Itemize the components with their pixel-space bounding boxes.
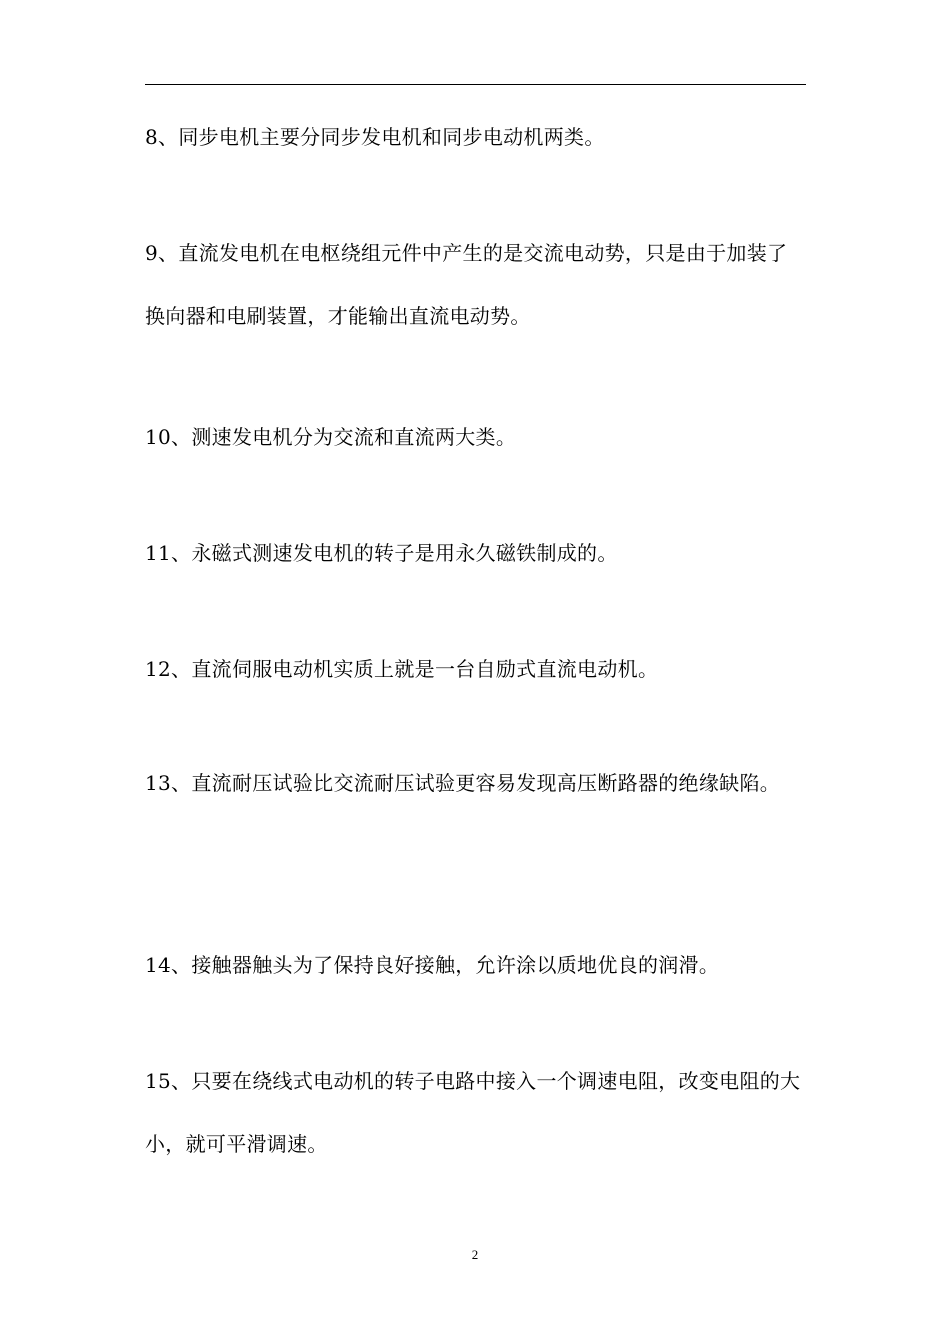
item-12: 12、直流伺服电动机实质上就是一台自励式直流电动机。 <box>145 657 659 681</box>
item-11: 11、永磁式测速发电机的转子是用永久磁铁制成的。 <box>145 541 618 565</box>
item-9: 9、直流发电机在电枢绕组元件中产生的是交流电动势，只是由于加装了换向器和电刷装置，才能输出直流电动势。 <box>145 241 788 328</box>
item-13: 13、直流耐压试验比交流耐压试验更容易发现高压断路器的绝缘缺陷。 <box>145 771 781 795</box>
item-8: 8、同步电机主要分同步发电机和同步电动机两类。 <box>145 125 605 149</box>
header-rule <box>145 84 806 85</box>
item-10: 10、测速发电机分为交流和直流两大类。 <box>145 425 517 449</box>
item-14: 14、接触器触头为了保持良好接触，允许涂以质地优良的润滑。 <box>145 953 720 977</box>
item-15: 15、只要在绕线式电动机的转子电路中接入一个调速电阻，改变电阻的大小，就可平滑调速。 <box>145 1069 801 1156</box>
page-number: 2 <box>471 1247 479 1262</box>
